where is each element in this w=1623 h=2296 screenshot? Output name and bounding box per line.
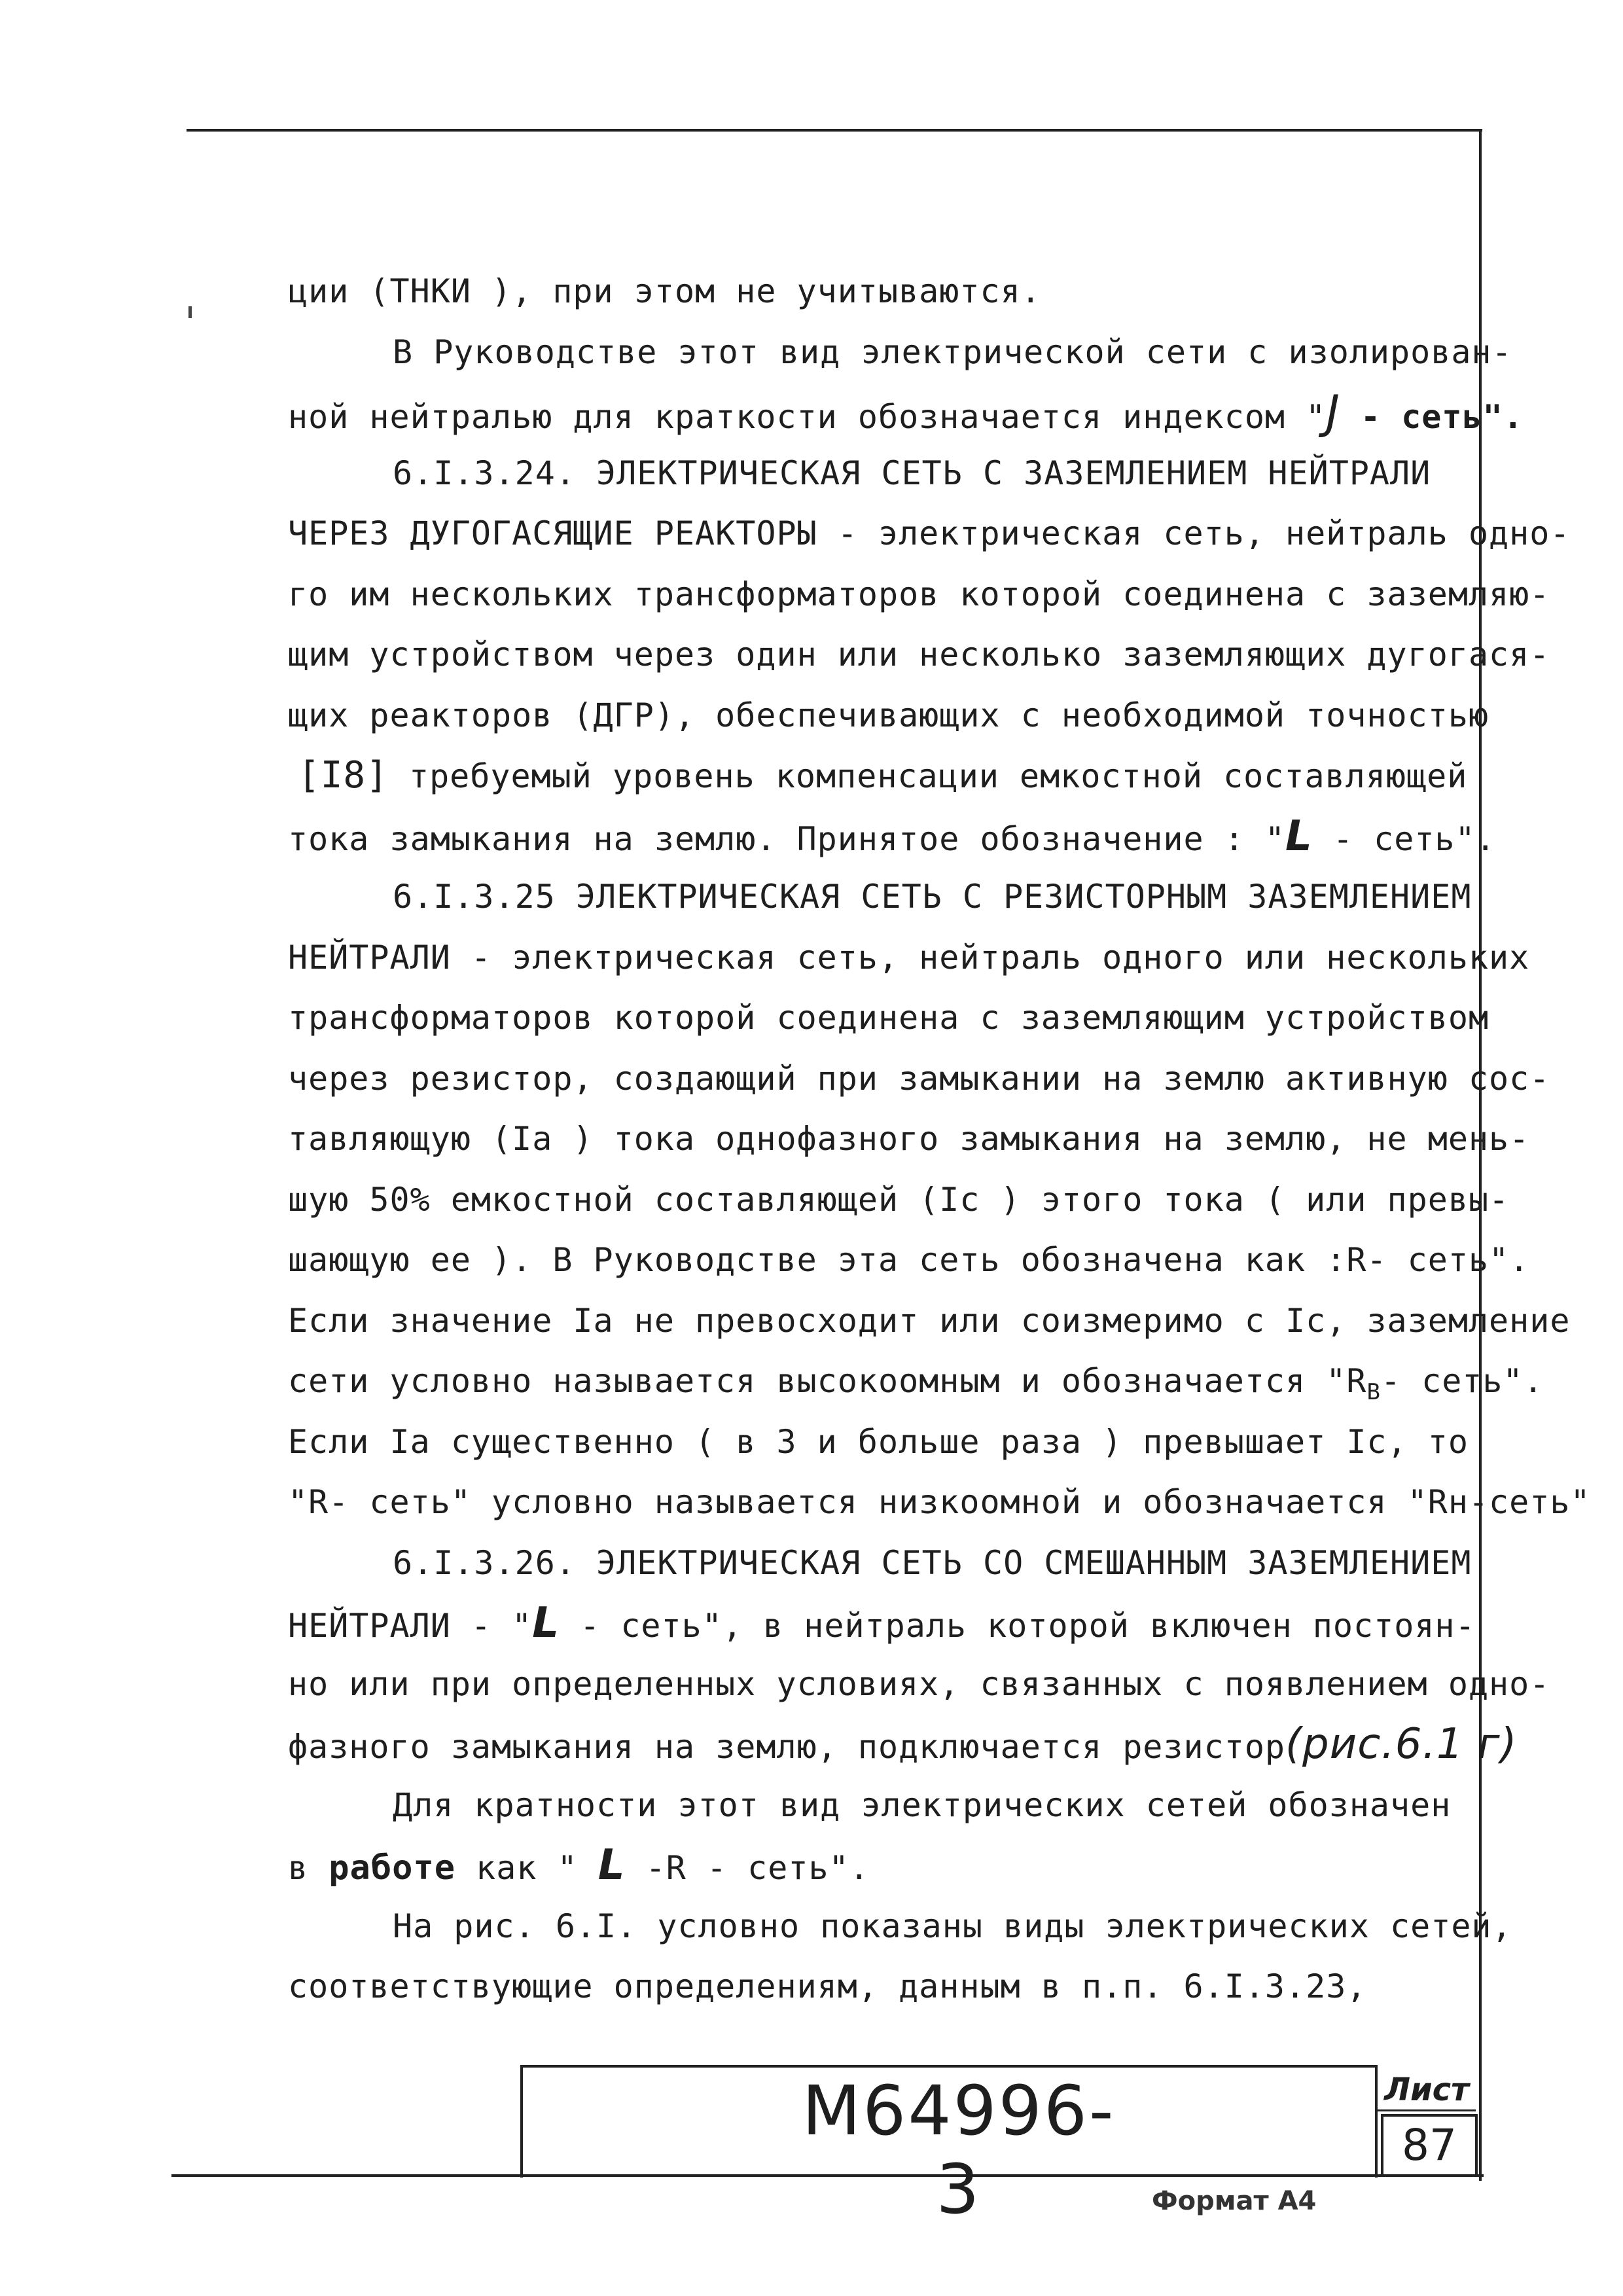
text-line: "R- сеть" условно называется низкоомной и обозначается "Rн-сеть"	[288, 1483, 1591, 1521]
text-line: НЕЙТРАЛИ - "L - сеть", в нейтраль которой включен постоян-	[288, 1599, 1476, 1647]
text-line: [I8] требуемый уровень компенсации емкостной составляющей	[298, 754, 1468, 797]
text-line: но или при определенных условиях, связанных с появлением одно-	[288, 1665, 1550, 1703]
text-line: тавляющую (Iа ) тока однофазного замыкания на землю, не мень-	[288, 1120, 1530, 1158]
j-symbol: J	[1326, 386, 1340, 439]
text-line: тока замыкания на землю. Принятое обозначение : "L - сеть".	[288, 812, 1496, 861]
section-heading: 6.I.3.26. ЭЛЕКТРИЧЕСКАЯ СЕТЬ СО СМЕШАННЫМ ЗАЗЕМЛЕНИЕМ	[393, 1544, 1472, 1582]
handwritten-figure-ref: (рис.6.1 г)	[1285, 1720, 1518, 1768]
section-heading: 6.I.3.24. ЭЛЕКТРИЧЕСКАЯ СЕТЬ С ЗАЗЕМЛЕНИЕМ НЕЙТРАЛИ	[393, 454, 1431, 492]
sheet-label: Лист	[1378, 2070, 1476, 2111]
text-line: ции (ТНКИ ), при этом не учитываются.	[288, 272, 1041, 310]
l-symbol: L	[532, 1599, 560, 1647]
format-label: Формат А4	[1152, 2186, 1317, 2216]
text-line: трансформаторов которой соединена с заземляющим устройством	[288, 999, 1489, 1037]
rb-subscript: В	[1366, 1379, 1381, 1405]
text-line: Для кратности этот вид электрических сетей обозначен	[393, 1786, 1452, 1824]
text-line: го им нескольких трансформаторов которой соединена с заземляю-	[288, 575, 1550, 613]
l-symbol: L	[597, 1841, 626, 1890]
text-line: в работе как " L -R - сеть".	[288, 1841, 870, 1890]
text-line: Если Iа существенно ( в 3 и больше раза ) превышает Iс, то	[288, 1423, 1469, 1461]
frame-top-line	[187, 129, 1482, 132]
overprinted-word: работе	[329, 1848, 456, 1888]
text-line: шую 50% емкостной составляющей (Iс ) этого тока ( или превы-	[288, 1181, 1510, 1219]
margin-mark	[188, 306, 192, 318]
text-line: через резистор, создающий при замыкании на землю активную сос-	[288, 1060, 1550, 1098]
text-line: фазного замыкания на землю, подключается резистор(рис.6.1 г)	[288, 1720, 1518, 1768]
l-symbol: L	[1285, 812, 1313, 861]
text-line: На рис. 6.I. условно показаны виды электрических сетей,	[393, 1907, 1512, 1945]
text-line: НЕЙТРАЛИ - электрическая сеть, нейтраль одного или нескольких	[288, 939, 1530, 977]
text-line: шающую ее ). В Руководстве эта сеть обозначена как :R- сеть".	[288, 1241, 1530, 1279]
reference-number: [I8]	[298, 754, 389, 797]
document-number: М64996-3	[802, 2071, 1116, 2229]
text-line: щих реакторов (ДГР), обеспечивающих с необходимой точностью	[288, 696, 1489, 734]
text-line: ЧЕРЕЗ ДУГОГАСЯЩИЕ РЕАКТОРЫ - электрическая сеть, нейтраль одно-	[288, 514, 1571, 552]
section-heading: 6.I.3.25 ЭЛЕКТРИЧЕСКАЯ СЕТЬ С РЕЗИСТОРНЫМ ЗАЗЕМЛЕНИЕМ	[393, 878, 1472, 916]
text-line: Если значение Iа не превосходит или соизмеримо с Iс, заземление	[288, 1302, 1571, 1340]
sheet-number: 87	[1381, 2114, 1478, 2177]
text-line: соответствующие определениям, данным в п.п. 6.I.3.23,	[288, 1967, 1367, 2005]
text-line: щим устройством через один или несколько заземляющих дугогася-	[288, 636, 1550, 673]
text-line: В Руководстве этот вид электрической сети с изолирован-	[393, 333, 1512, 371]
text-line: ной нейтралью для краткости обозначается индексом "J - сеть".	[288, 386, 1524, 439]
text-line: сети условно называется высокоомным и обозначается "$R_В-$ сеть".	[288, 1362, 1544, 1405]
